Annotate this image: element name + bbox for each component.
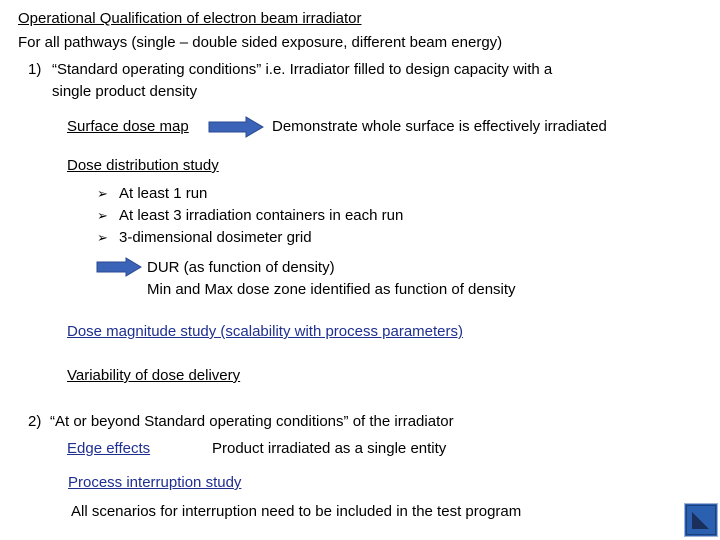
- bullet-text: 3-dimensional dosimeter grid: [119, 229, 312, 246]
- bullet-item: [97, 207, 403, 226]
- bullet-text: At least 1 run: [119, 185, 208, 202]
- slide-subtitle: For all pathways (single – double sided exposure, different beam energy): [18, 34, 503, 51]
- bullet-arrow-icon: ➢: [97, 187, 108, 202]
- section-2-line-1: “At or beyond Standard operating conditions” of the irradiator: [50, 413, 454, 430]
- bullet-item: [97, 185, 207, 204]
- arrow-right-icon: [96, 257, 142, 277]
- section-2-number: 2): [28, 413, 42, 430]
- edge-effects-link[interactable]: Edge effects: [67, 440, 151, 457]
- slide-title: Operational Qualification of electron beam irradiator: [18, 10, 362, 27]
- surface-dose-map-label: Surface dose map: [67, 118, 189, 135]
- bullet-text: At least 3 irradiation containers in each run: [119, 207, 404, 224]
- surface-dose-map-result: Demonstrate whole surface is effectively irradiated: [272, 118, 607, 135]
- section-1-number: 1): [28, 61, 42, 78]
- dose-magnitude-link[interactable]: Dose magnitude study (scalability with process parameters): [67, 323, 463, 340]
- section-1-line-2: single product density: [52, 83, 198, 100]
- min-max-result: Min and Max dose zone identified as function of density: [147, 281, 516, 298]
- process-interruption-link[interactable]: Process interruption study: [68, 474, 242, 491]
- variability-label: Variability of dose delivery: [67, 367, 241, 384]
- interruption-result: All scenarios for interruption need to be included in the test program: [71, 503, 522, 520]
- bullet-item: [97, 229, 312, 248]
- bullet-arrow-icon: ➢: [97, 231, 108, 246]
- return-arrow-icon[interactable]: [684, 503, 718, 537]
- dur-result: DUR (as function of density): [147, 259, 335, 276]
- section-1-line-1: “Standard operating conditions” i.e. Irradiator filled to design capacity with a: [52, 61, 553, 78]
- bullet-arrow-icon: ➢: [97, 209, 108, 224]
- arrow-right-icon: [208, 116, 264, 138]
- dose-distribution-label: Dose distribution study: [67, 157, 219, 174]
- edge-effects-result: Product irradiated as a single entity: [212, 440, 447, 457]
